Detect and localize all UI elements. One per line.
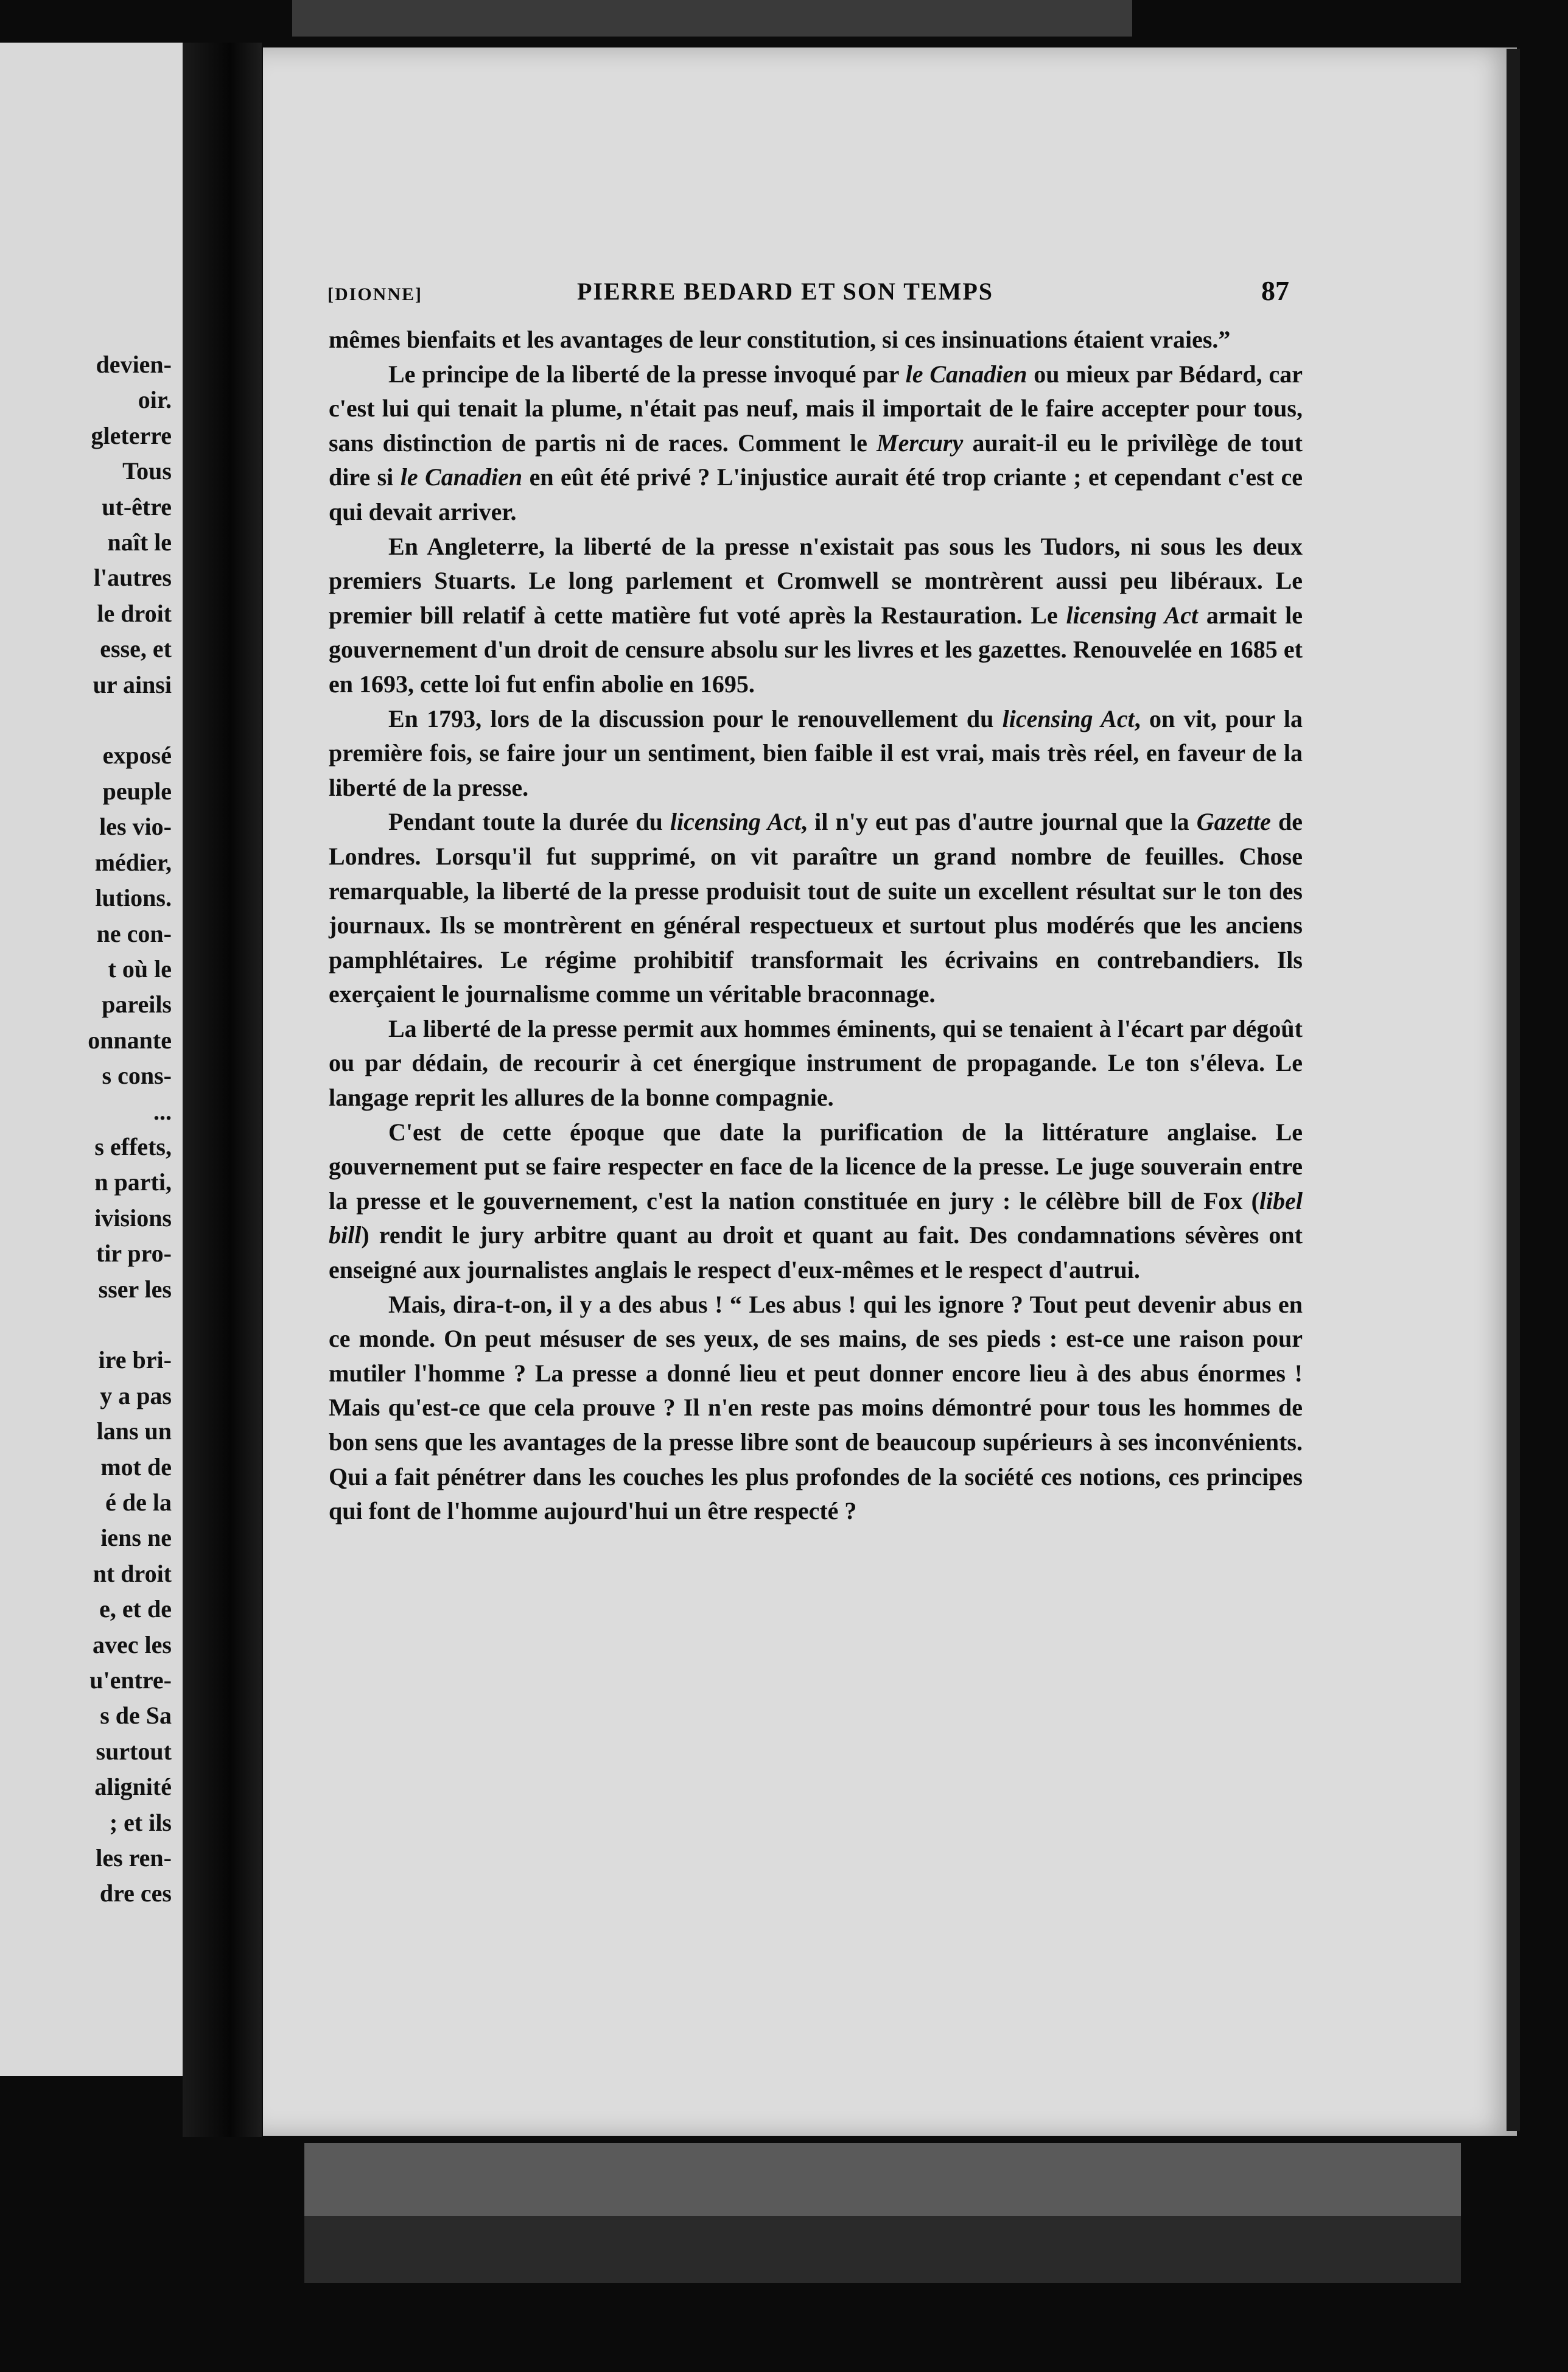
previous-page-line: n parti, xyxy=(94,1168,172,1196)
previous-page-line: sser les xyxy=(98,1275,172,1303)
previous-page-line: mot de xyxy=(100,1453,172,1481)
previous-page-line: le droit xyxy=(97,599,172,627)
previous-page-line: ivisions xyxy=(94,1204,172,1232)
page-number: 87 xyxy=(1261,275,1289,306)
previous-page-line: les ren- xyxy=(96,1844,172,1872)
paragraph: La liberté de la presse permit aux hommes éminents, qui se tenaient à l'écart par dégoût ou par dédain, de recourir à cet énergique instrument de propagande. Le ton s'éleva. Le langage reprit les allures de la bonne compagnie. xyxy=(329,1014,1303,1112)
previous-page-line: s cons- xyxy=(102,1062,172,1090)
previous-page-line: ut-être xyxy=(102,493,172,521)
book-gutter xyxy=(183,43,262,2137)
previous-page-line: médier, xyxy=(94,848,172,876)
previous-page-line xyxy=(88,703,172,738)
previous-page-line: gleterre xyxy=(91,421,172,449)
paragraph: C'est de cette époque que date la purification de la littérature anglaise. Le gouvernement put se faire respecter en face de la licence de la presse. Le juge souverain entre la presse et le gouvernement, c'est la nation constituée en jury : le célèbre bill de Fox (libel bill) rendit le jury arbitre quant au droit et quant au fait. Des condamnations sévères ont enseigné aux journalistes anglais le respect d'eux-mêmes et le respect d'autrui. xyxy=(329,1118,1303,1284)
previous-page-line: iens ne xyxy=(100,1524,172,1552)
previous-page-line: naît le xyxy=(107,528,172,556)
previous-page-line: nt droit xyxy=(93,1559,172,1587)
previous-page-line: s effets, xyxy=(94,1132,172,1160)
previous-page-line: é de la xyxy=(105,1489,172,1516)
previous-page-line: t où le xyxy=(108,955,172,983)
previous-page-line: ... xyxy=(153,1097,172,1125)
previous-page-line: onnante xyxy=(88,1026,172,1054)
paragraph: Le principe de la liberté de la presse invoqué par le Canadien ou mieux par Bédard, car c'est lui qui tenait la plume, n'était pas neuf, mais il importait de le faire accepter pour tous, sans distinction de partis ni de races. Comment le Mercury aurait-il eu le privilège de tout dire si le Canadien en eût été privé ? L'injustice aurait été trop criante ; et cependant c'est ce qui devait arriver. xyxy=(329,360,1303,525)
previous-page-line: l'autres xyxy=(93,564,172,592)
previous-page-line: ire bri- xyxy=(98,1346,172,1374)
previous-page-line: les vio- xyxy=(99,813,172,841)
previous-page-line: peuple xyxy=(102,777,172,805)
previous-page-line: esse, et xyxy=(100,635,172,663)
previous-page-line: Tous xyxy=(122,457,172,485)
previous-page-line: ne con- xyxy=(96,919,172,947)
previous-page-sliver xyxy=(0,43,183,2076)
scan-bottom-strip xyxy=(304,2143,1461,2283)
previous-page-line: surtout xyxy=(96,1737,172,1765)
previous-page-line: avec les xyxy=(93,1630,172,1658)
running-head xyxy=(327,277,1289,314)
previous-page-line: u'entre- xyxy=(89,1666,172,1694)
previous-page-line: lans un xyxy=(96,1417,172,1445)
paragraph: Mais, dira-t-on, il y a des abus ! “ Les abus ! qui les ignore ? Tout peut devenir abus en ce monde. On peut mésuser de ses yeux, de ses mains, de ses pieds : est-ce une raison pour mutiler l'homme ? La presse a donné lieu et peut donner encore lieu à des abus énormes ! Mais qu'est-ce que cela prouve ? Il n'en reste pas moins démontré pour tous les hommes de bon sens que les avantages de la presse libre sont de beaucoup supérieurs à ses inconvénients. Qui a fait pénétrer dans les couches les plus profondes de la société ces notions, ces principes qui font de l'homme aujourd'hui un être respecté ? xyxy=(329,1290,1303,1525)
previous-page-line: e, et de xyxy=(99,1595,172,1623)
running-head-title: PIERRE BEDARD ET SON TEMPS xyxy=(577,278,993,305)
paragraph: mêmes bienfaits et les avantages de leur constitution, si ces insinuations étaient vraies.” xyxy=(329,326,1231,353)
paragraph: En 1793, lors de la discussion pour le renouvellement du licensing Act, on vit, pour la première fois, se faire jour un sentiment, bien faible il est vrai, mais très réel, en faveur de la liberté de la presse. xyxy=(329,704,1303,801)
previous-page-line: pareils xyxy=(102,991,172,1019)
previous-page-line: lutions. xyxy=(95,884,172,912)
previous-page-line: devien- xyxy=(96,351,172,378)
previous-page-line xyxy=(88,1307,172,1342)
previous-page-line: dre ces xyxy=(99,1879,172,1907)
previous-page-line: alignité xyxy=(94,1773,172,1801)
previous-page-line: ; et ils xyxy=(109,1808,172,1836)
scan-top-strip xyxy=(292,0,1132,37)
paragraph: En Angleterre, la liberté de la presse n'existait pas sous les Tudors, ni sous les deux premiers Stuarts. Le long parlement et Cromwell se montrèrent aussi peu libéraux. Le premier bill relatif à cette matière fut voté après la Restauration. Le licensing Act armait le gouvernement d'un droit de censure absolu sur les livres et les gazettes. Renouvelée en 1685 et en 1693, cette loi fut enfin abolie en 1695. xyxy=(329,532,1303,698)
previous-page-text xyxy=(88,347,172,1912)
running-head-author: [DIONNE] xyxy=(327,284,422,304)
paragraph: Pendant toute la durée du licensing Act, il n'y eut pas d'autre journal que la Gazette de Londres. Lorsqu'il fut supprimé, on vit paraître un grand nombre de feuilles. Chose remarquable, la liberté de la presse produisit tout de suite un excellent résultat sur le ton des journaux. Ils se montrèrent en général respectueux et surtout plus modérés que les anciens pamphlétaires. Le régime prohibitif transformait les écrivains en contrebandiers. Ils exerçaient le journalisme comme un véritable braconnage. xyxy=(329,808,1303,1008)
previous-page-line: oir. xyxy=(138,386,172,414)
body-text xyxy=(329,323,1303,1529)
previous-page-line: tir pro- xyxy=(96,1240,172,1268)
page-edge-shadow xyxy=(1507,49,1520,2131)
previous-page-line: exposé xyxy=(102,742,172,770)
previous-page-line: ur ainsi xyxy=(93,670,172,698)
previous-page-line: s de Sa xyxy=(100,1702,172,1730)
previous-page-line: y a pas xyxy=(100,1381,172,1409)
